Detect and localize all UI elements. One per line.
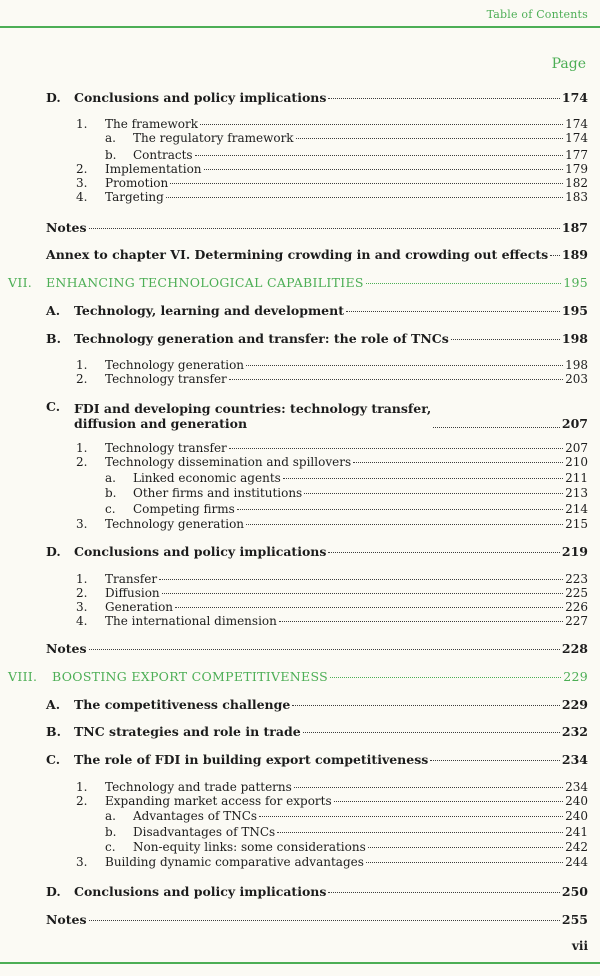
toc-entry[interactable]	[105, 502, 588, 518]
entry-number: 3.	[76, 517, 88, 531]
chapter-title: BOOSTING EXPORT COMPETITIVENESS	[52, 669, 328, 684]
dot-leader	[195, 155, 564, 156]
entry-number: a.	[105, 471, 116, 485]
entry-page: 228	[561, 641, 588, 656]
chapter-entry[interactable]	[8, 275, 588, 291]
dot-leader	[162, 593, 563, 594]
entry-number: b.	[105, 825, 117, 839]
entry-number: 3.	[76, 176, 88, 190]
entry-page: 174	[561, 90, 588, 105]
chapter-number: VIII.	[8, 669, 38, 684]
entry-page: 174	[565, 131, 588, 145]
dot-leader	[204, 169, 564, 170]
entry-title: Contracts	[133, 148, 193, 162]
entry-title: Conclusions and policy implications	[74, 544, 327, 559]
entry-title: Technology transfer	[105, 441, 227, 455]
entry-page: 182	[565, 176, 588, 190]
entry-page: 213	[565, 486, 588, 500]
entry-number: 1.	[76, 358, 88, 372]
entry-title: TNC strategies and role in trade	[74, 724, 301, 739]
entry-page: 203	[565, 372, 588, 386]
toc-entry[interactable]	[46, 641, 588, 657]
entry-number: 2.	[76, 162, 88, 176]
dot-leader	[279, 621, 563, 622]
entry-title: Conclusions and policy implications	[74, 90, 327, 105]
entry-title: Targeting	[105, 190, 164, 204]
running-head: Table of Contents	[486, 8, 588, 21]
dot-leader	[246, 524, 563, 525]
entry-number: 1.	[76, 441, 88, 455]
entry-page: 225	[565, 586, 588, 600]
entry-page: 195	[563, 275, 588, 290]
toc-entry[interactable]	[46, 724, 588, 740]
entry-page: 179	[565, 162, 588, 176]
dot-leader	[330, 677, 561, 678]
toc-entry[interactable]	[46, 912, 588, 928]
dot-leader	[304, 493, 563, 494]
entry-page: 198	[561, 331, 588, 346]
entry-page: 232	[561, 724, 588, 739]
entry-number: b.	[105, 486, 117, 500]
entry-page: 207	[565, 441, 588, 455]
entry-title: Linked economic agents	[133, 471, 281, 485]
toc-entry[interactable]	[46, 90, 588, 106]
toc-entry[interactable]	[76, 517, 588, 533]
page-column-heading: Page	[551, 56, 586, 72]
entry-title: The regulatory framework	[133, 131, 294, 145]
toc-entry[interactable]	[76, 794, 588, 810]
dot-leader	[353, 462, 563, 463]
entry-title: Transfer	[105, 572, 158, 586]
dot-leader	[346, 311, 560, 312]
entry-title: Disadvantages of TNCs	[133, 825, 276, 839]
entry-page: 244	[565, 855, 588, 869]
entry-number: A.	[46, 697, 61, 712]
dot-leader	[550, 255, 560, 256]
entry-page: 210	[565, 455, 588, 469]
entry-title	[74, 401, 431, 431]
dot-leader	[368, 847, 563, 848]
folio-page-number: vii	[571, 939, 588, 953]
entry-page: 214	[565, 502, 588, 516]
toc-entry[interactable]	[46, 331, 588, 347]
entry-number: b.	[105, 148, 117, 162]
entry-number: c.	[105, 502, 116, 516]
entry-number: a.	[105, 809, 116, 823]
entry-title-line: diffusion and generation	[74, 416, 248, 431]
toc-entry[interactable]	[105, 131, 588, 147]
entry-page: 223	[565, 572, 588, 586]
entry-page: 255	[561, 912, 588, 927]
entry-page: 250	[561, 884, 588, 899]
entry-title: Competing firms	[133, 502, 235, 516]
entry-title: The competitiveness challenge	[74, 697, 291, 712]
dot-leader	[430, 760, 560, 761]
entry-title: The role of FDI in building export competitiveness	[74, 752, 429, 767]
footer-rule	[0, 962, 600, 964]
toc-entry[interactable]	[105, 840, 588, 856]
entry-title: Advantages of TNCs	[133, 809, 258, 823]
entry-page: 234	[565, 780, 588, 794]
entry-number: 2.	[76, 586, 88, 600]
entry-title: Annex to chapter VI. Determining crowding in and crowding out effects	[46, 247, 549, 262]
dot-leader	[159, 579, 563, 580]
dot-leader	[89, 649, 560, 650]
entry-number: 1.	[76, 780, 88, 794]
entry-title: Technology generation	[105, 358, 245, 372]
entry-page: 174	[565, 117, 588, 131]
entry-title: Diffusion	[105, 586, 160, 600]
entry-number: 1.	[76, 572, 88, 586]
entry-number: 2.	[76, 794, 88, 808]
toc-entry[interactable]	[46, 884, 588, 900]
entry-number: 3.	[76, 855, 88, 869]
entry-title: Notes	[46, 912, 87, 927]
toc-entry[interactable]	[46, 697, 588, 713]
entry-title: Conclusions and policy implications	[74, 884, 327, 899]
entry-number: B.	[46, 331, 61, 346]
entry-page: 240	[565, 794, 588, 808]
dot-leader	[366, 283, 561, 284]
entry-page: 187	[561, 220, 588, 235]
entry-number: 1.	[76, 117, 88, 131]
toc-entry[interactable]	[76, 455, 588, 471]
entry-page: 240	[565, 809, 588, 823]
entry-page: 215	[565, 517, 588, 531]
entry-number: 2.	[76, 372, 88, 386]
entry-page: 195	[561, 303, 588, 318]
entry-number: C.	[46, 399, 61, 414]
entry-page: 242	[565, 840, 588, 854]
entry-number: 3.	[76, 600, 88, 614]
entry-page: 177	[565, 148, 588, 162]
entry-page: 198	[565, 358, 588, 372]
entry-title: The framework	[105, 117, 198, 131]
entry-title: Notes	[46, 641, 87, 656]
dot-leader	[328, 98, 559, 99]
dot-leader	[296, 138, 564, 139]
entry-number: 4.	[76, 190, 88, 204]
entry-title: Non-equity links: some considerations	[133, 840, 366, 854]
entry-page: 183	[565, 190, 588, 204]
entry-number: A.	[46, 303, 61, 318]
toc-entry[interactable]	[46, 220, 588, 236]
entry-title: Notes	[46, 220, 87, 235]
entry-title: Promotion	[105, 176, 169, 190]
dot-leader	[433, 427, 560, 428]
chapter-number: VII.	[8, 275, 33, 290]
entry-number: D.	[46, 544, 61, 559]
chapter-entry[interactable]	[8, 669, 588, 685]
entry-page: 226	[565, 600, 588, 614]
toc-entry[interactable]	[76, 372, 588, 388]
entry-title: Technology and trade patterns	[105, 780, 292, 794]
entry-number: D.	[46, 884, 61, 899]
dot-leader	[175, 607, 563, 608]
entry-title: Technology transfer	[105, 372, 227, 386]
entry-page: 229	[563, 669, 588, 684]
toc-entry[interactable]	[76, 190, 588, 206]
dot-leader	[328, 892, 559, 893]
toc-entry[interactable]	[46, 544, 588, 560]
toc-entry[interactable]	[46, 399, 588, 431]
toc-entry[interactable]	[76, 614, 588, 630]
toc-entry[interactable]	[105, 809, 588, 825]
entry-page: 241	[565, 825, 588, 839]
entry-number: a.	[105, 131, 116, 145]
entry-number: B.	[46, 724, 61, 739]
entry-title: Expanding market access for exports	[105, 794, 332, 808]
dot-leader	[246, 365, 563, 366]
entry-title: The international dimension	[105, 614, 277, 628]
entry-page: 229	[561, 697, 588, 712]
entry-number: D.	[46, 90, 61, 105]
dot-leader	[292, 705, 560, 706]
dot-leader	[277, 832, 563, 833]
entry-title: Generation	[105, 600, 174, 614]
entry-page: 207	[561, 416, 588, 431]
dot-leader	[89, 920, 560, 921]
dot-leader	[328, 552, 559, 553]
dot-leader	[283, 478, 563, 479]
dot-leader	[259, 816, 563, 817]
dot-leader	[89, 228, 560, 229]
dot-leader	[294, 787, 563, 788]
dot-leader	[334, 801, 563, 802]
entry-number: C.	[46, 752, 61, 767]
toc-entry[interactable]	[46, 752, 588, 768]
dot-leader	[200, 124, 563, 125]
chapter-title: ENHANCING TECHNOLOGICAL CAPABILITIES	[46, 275, 364, 290]
toc-entry[interactable]	[105, 471, 588, 487]
entry-page: 234	[561, 752, 588, 767]
dot-leader	[170, 183, 563, 184]
entry-title: Technology dissemination and spillovers	[105, 455, 352, 469]
entry-page: 189	[561, 247, 588, 262]
dot-leader	[366, 862, 563, 863]
dot-leader	[229, 448, 563, 449]
entry-title-line: FDI and developing countries: technology transfer,	[74, 401, 432, 416]
entry-number: 4.	[76, 614, 88, 628]
dot-leader	[237, 509, 563, 510]
toc-entry[interactable]	[46, 247, 588, 263]
toc-entry[interactable]	[46, 303, 588, 319]
entry-title: Technology generation and transfer: the role of TNCs	[74, 331, 449, 346]
toc-entry[interactable]	[76, 855, 588, 871]
entry-title: Technology generation	[105, 517, 245, 531]
dot-leader	[166, 197, 563, 198]
entry-title: Other firms and institutions	[133, 486, 303, 500]
entry-title: Building dynamic comparative advantages	[105, 855, 364, 869]
entry-title: Technology, learning and development	[74, 303, 345, 318]
dot-leader	[451, 339, 560, 340]
entry-number: 2.	[76, 455, 88, 469]
toc-entry[interactable]	[105, 486, 588, 502]
entry-number: c.	[105, 840, 116, 854]
dot-leader	[229, 379, 563, 380]
entry-page: 219	[561, 544, 588, 559]
entry-page: 227	[565, 614, 588, 628]
dot-leader	[303, 732, 560, 733]
toc-entry[interactable]	[105, 825, 588, 841]
entry-title: Implementation	[105, 162, 202, 176]
entry-page: 211	[565, 471, 588, 485]
